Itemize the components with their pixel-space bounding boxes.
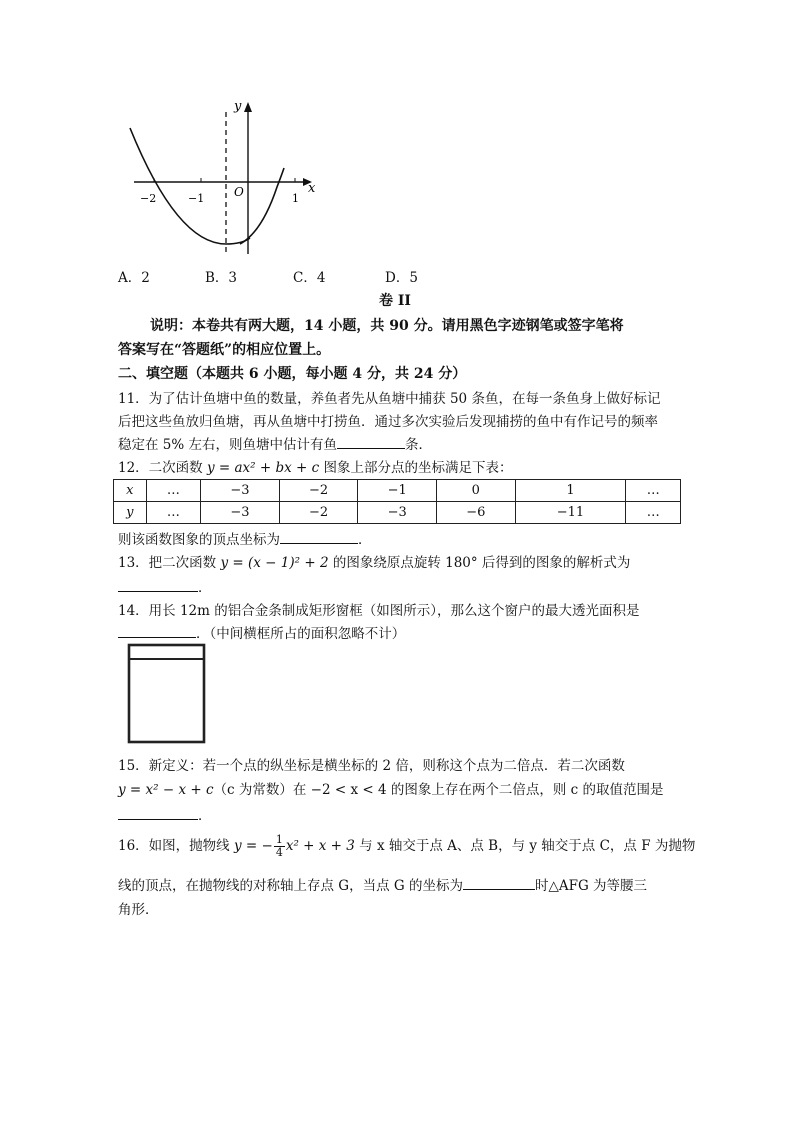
- q14-answer-blank[interactable]: [118, 623, 196, 638]
- table-cell: …: [626, 502, 681, 524]
- table-cell: −6: [436, 502, 515, 524]
- q12-answer-blank[interactable]: [280, 529, 358, 544]
- q13-end: ．: [198, 580, 212, 596]
- q12-intro: [118, 456, 512, 476]
- option-a: A．2: [118, 270, 150, 286]
- q16-lead: 16．如图，抛物线: [118, 838, 234, 854]
- q13-formula: y = (x − 1)² + 2: [220, 555, 329, 571]
- q12-after-text: 则该函数图象的顶点坐标为: [118, 532, 280, 548]
- q13-answer-blank[interactable]: [118, 577, 198, 592]
- fill-in-heading: 二、填空题（本题共 6 小题，每小题 4 分，共 24 分）: [118, 366, 467, 382]
- option-b: B．3: [205, 270, 238, 286]
- q16-answer-blank[interactable]: [463, 875, 535, 890]
- q16-line-3: 角形．: [118, 902, 159, 918]
- table-cell: …: [146, 502, 201, 524]
- q11-line-1: 11．为了估计鱼塘中鱼的数量，养鱼者先从鱼塘中捕获 50 条鱼，在每一条鱼身上做好标记: [118, 391, 661, 407]
- q11-line-2: 后把这些鱼放归鱼塘，再从鱼塘中打捞鱼．通过多次实验后发现捕捞的鱼中有作记号的频率: [118, 414, 658, 430]
- table-cell: y: [114, 502, 147, 524]
- x-axis-label: x: [308, 181, 316, 196]
- q15-line-3: [118, 804, 212, 824]
- q12-after-end: ．: [358, 532, 372, 548]
- section-title: 卷 II: [379, 293, 411, 309]
- q12-value-table: [113, 479, 681, 524]
- instructions-line-1: 说明：本卷共有两大题，14 小题，共 90 分。请用黑色字迹钢笔或签字笔将: [150, 318, 624, 334]
- option-c: C．4: [293, 270, 326, 286]
- q13-line-2: [118, 576, 212, 596]
- y-axis-label: y: [234, 99, 242, 114]
- window-frame-figure: [126, 642, 210, 746]
- table-cell: 1: [515, 480, 626, 502]
- q12-lead: 12．二次函数: [118, 460, 207, 476]
- tick-label-1: 1: [292, 192, 299, 205]
- parabola-graph: [122, 92, 332, 257]
- q13-text-rest: 的图象绕原点旋转 180° 后得到的图象的解析式为: [328, 555, 631, 571]
- q16-line-2-text: 线的顶点，在抛物线的对称轴上存点 G，当点 G 的坐标为: [118, 878, 463, 894]
- table-cell: −2: [279, 480, 358, 502]
- q15-line-1: 15．新定义：若一个点的纵坐标是横坐标的 2 倍，则称这个点为二倍点．若二次函数: [118, 758, 625, 774]
- q14-line-1: 14．用长 12m 的铝合金条制成矩形窗框（如图所示），那么这个窗户的最大透光面积是: [118, 603, 640, 619]
- q13-line-1: [118, 551, 630, 571]
- q14-line-2-text: ．（中间横框所占的面积忽略不计）: [196, 626, 406, 642]
- q15-end: ．: [198, 808, 212, 824]
- q16-formula-rest: x² + x + 3: [285, 838, 355, 854]
- q16-line-2-end: 时△AFG 为等腰三: [534, 878, 648, 894]
- q16-fraction-denominator: 4: [275, 846, 283, 859]
- q16-line-1: [118, 834, 695, 859]
- table-cell: …: [146, 480, 201, 502]
- q16-fraction-numerator: 1: [275, 833, 283, 846]
- q11-end: 条．: [405, 437, 432, 453]
- q15-line-2: [118, 778, 663, 798]
- q16-formula-y: y = −: [233, 838, 273, 854]
- table-cell: −2: [279, 502, 358, 524]
- tick-label-neg1: −1: [188, 192, 205, 205]
- table-cell: x: [114, 480, 147, 502]
- q13-lead: 13．把二次函数: [118, 555, 221, 571]
- q16-fraction: [274, 834, 285, 859]
- q15-answer-blank[interactable]: [118, 805, 198, 820]
- option-d: D．5: [385, 270, 418, 286]
- q11-text: 稳定在 5% 左右，则鱼塘中估计有鱼: [118, 437, 337, 453]
- q12-intro-rest: 图象上部分点的坐标满足下表：: [319, 460, 513, 476]
- table-cell: −3: [201, 480, 280, 502]
- q16-line-2: [118, 874, 647, 894]
- table-cell: −11: [515, 502, 626, 524]
- table-row: [114, 502, 681, 524]
- table-cell: 0: [436, 480, 515, 502]
- tick-label-neg2: −2: [140, 192, 157, 205]
- q15-formula: y = x² − x + c: [118, 782, 214, 798]
- table-cell: −3: [201, 502, 280, 524]
- table-cell: −1: [358, 480, 437, 502]
- q15-line-2-text: （c 为常数）在 −2 < x < 4 的图象上存在两个二倍点，则 c 的取值范围是: [213, 782, 664, 798]
- q14-line-2: [118, 622, 405, 642]
- q12-formula: y = ax² + bx + c: [206, 460, 320, 476]
- q16-line-1-rest: 与 x 轴交于点 A、点 B，与 y 轴交于点 C，点 F 为抛物: [354, 838, 696, 854]
- q11-answer-blank[interactable]: [337, 434, 405, 449]
- table-cell: …: [626, 480, 681, 502]
- origin-label: O: [234, 185, 244, 199]
- table-row: [114, 480, 681, 502]
- q12-after: [118, 528, 372, 548]
- instructions-line-2: 答案写在“答题纸”的相应位置上。: [118, 342, 331, 358]
- table-cell: −3: [358, 502, 437, 524]
- q11-line-3: [118, 433, 432, 453]
